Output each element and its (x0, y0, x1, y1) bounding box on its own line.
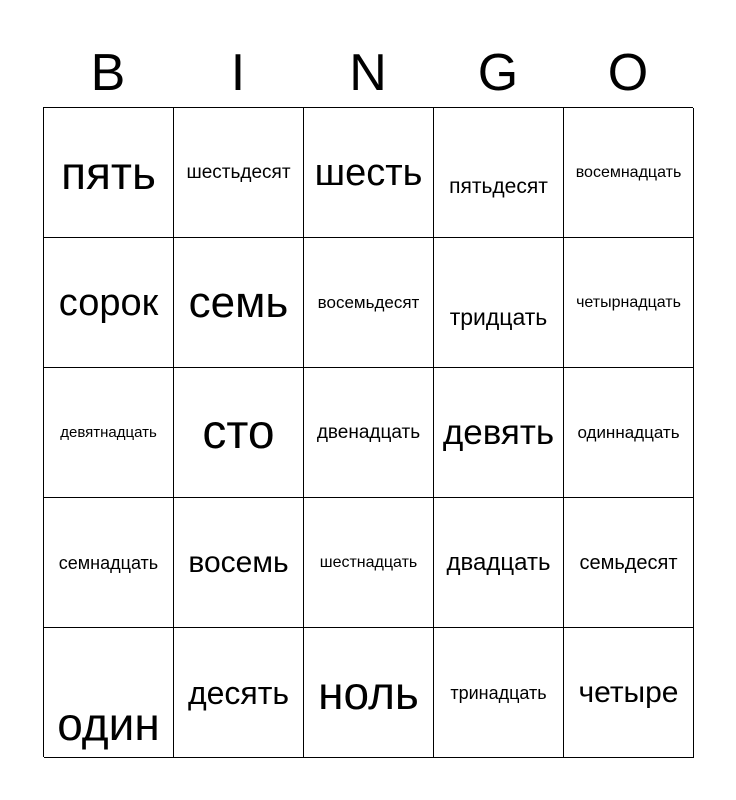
bingo-cell[interactable] (174, 498, 304, 628)
bingo-header (43, 40, 693, 106)
bingo-cell[interactable] (564, 498, 694, 628)
bingo-board (43, 107, 693, 757)
cell-label: одиннадцать (577, 423, 680, 442)
cell-label: десять (187, 674, 290, 711)
bingo-cell[interactable] (174, 238, 304, 368)
bingo-cell[interactable] (304, 238, 434, 368)
cell-label: девять (442, 413, 555, 452)
header-letter-b: B (90, 44, 126, 102)
bingo-cell[interactable] (564, 368, 694, 498)
bingo-cell[interactable] (304, 108, 434, 238)
bingo-cell[interactable] (434, 238, 564, 368)
cell-label: четыре (578, 675, 679, 709)
cell-label: двадцать (446, 548, 551, 576)
bingo-cell[interactable] (304, 368, 434, 498)
bingo-cell[interactable] (174, 108, 304, 238)
bingo-cell[interactable] (304, 498, 434, 628)
cell-label: шестнадцать (319, 553, 418, 571)
bingo-cell[interactable] (304, 628, 434, 758)
header-letter-g: G (477, 44, 519, 102)
cell-label: тринадцать (450, 682, 547, 703)
cell-label: семь (188, 277, 289, 327)
header-letter-n: N (349, 44, 387, 102)
cell-label: семьдесят (579, 551, 678, 574)
cell-label: тридцать (449, 304, 548, 330)
header-letter-i: I (230, 44, 246, 102)
cell-label: четырнадцать (576, 293, 681, 311)
bingo-cell[interactable] (434, 368, 564, 498)
bingo-cell[interactable] (564, 238, 694, 368)
bingo-cell[interactable] (174, 368, 304, 498)
cell-label: семнадцать (58, 552, 159, 573)
bingo-cell[interactable] (44, 108, 174, 238)
cell-label: двенадцать (316, 422, 421, 443)
bingo-cell[interactable] (44, 628, 174, 758)
cell-label: восемьдесят (317, 293, 420, 312)
bingo-cell[interactable] (44, 498, 174, 628)
bingo-cell[interactable] (434, 108, 564, 238)
cell-label: шестьдесят (186, 162, 291, 183)
cell-label: пятьдесят (449, 175, 548, 198)
cell-label: сорок (58, 281, 159, 324)
bingo-cell[interactable] (434, 498, 564, 628)
cell-label: сто (202, 405, 275, 459)
cell-label: один (57, 697, 160, 750)
cell-label: девятнадцать (60, 424, 157, 441)
bingo-cell[interactable] (564, 108, 694, 238)
bingo-cell[interactable] (434, 628, 564, 758)
cell-label: ноль (318, 666, 419, 719)
bingo-cell[interactable] (44, 368, 174, 498)
bingo-cell[interactable] (564, 628, 694, 758)
cell-label: шесть (314, 151, 423, 194)
cell-label: восемь (188, 545, 289, 579)
cell-label: пять (61, 146, 156, 199)
header-letter-o: O (607, 44, 649, 102)
bingo-cell[interactable] (44, 238, 174, 368)
bingo-cell[interactable] (174, 628, 304, 758)
cell-label: восемнадцать (575, 163, 682, 181)
